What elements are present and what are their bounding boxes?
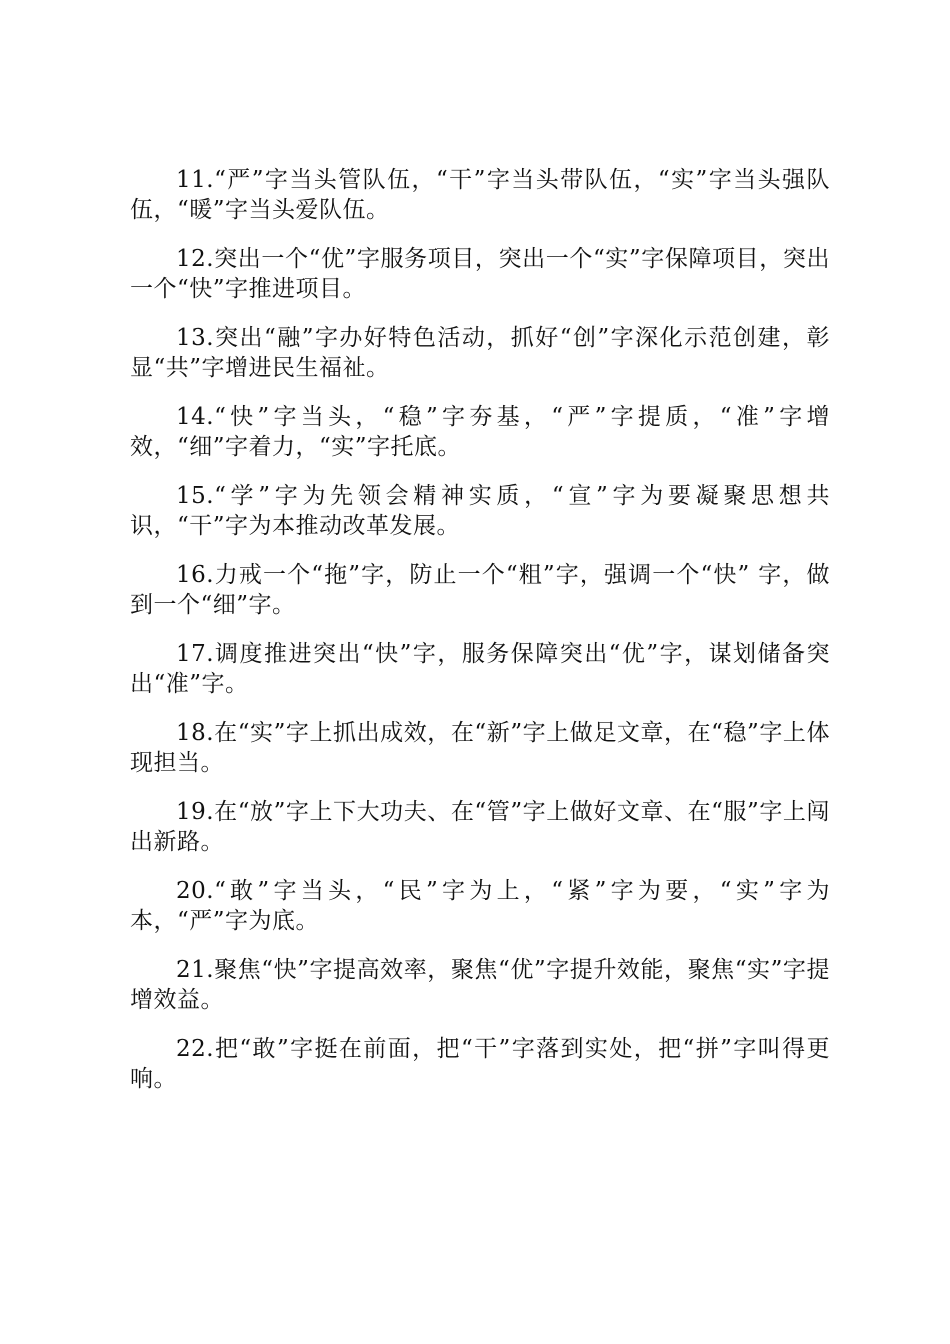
list-item: 16.力戒一个“拖”字，防止一个“粗”字，强调一个“快” 字，做到一个“细”字。: [130, 562, 830, 618]
list-item: 11.“严”字当头管队伍，“干”字当头带队伍，“实”字当头强队伍，“暖”字当头爱队伍。: [130, 167, 830, 223]
list-item: 12.突出一个“优”字服务项目，突出一个“实”字保障项目，突出一个“快”字推进项目。: [130, 246, 830, 302]
document-body: [130, 165, 830, 1113]
list-item: 17.调度推进突出“快”字，服务保障突出“优”字，谋划储备突出“准”字。: [130, 641, 830, 697]
list-item: 22.把“敢”字挺在前面，把“干”字落到实处，把“拼”字叫得更响。: [130, 1036, 830, 1092]
list-item: 21.聚焦“快”字提高效率，聚焦“优”字提升效能，聚焦“实”字提增效益。: [130, 957, 830, 1013]
list-item: 20.“敢”字当头，“民”字为上，“紧”字为要，“实”字为本，“严”字为底。: [130, 878, 830, 934]
list-item: 15.“学”字为先领会精神实质，“宣”字为要凝聚思想共识，“干”字为本推动改革发展。: [130, 483, 830, 539]
list-item: 14.“快”字当头，“稳”字夯基，“严”字提质，“准”字增效，“细”字着力，“实”字托底。: [130, 404, 830, 460]
list-item: 13.突出“融”字办好特色活动，抓好“创”字深化示范创建，彰显“共”字增进民生福祉。: [130, 325, 830, 381]
list-item: 19.在“放”字上下大功夫、在“管”字上做好文章、在“服”字上闯出新路。: [130, 799, 830, 855]
list-item: 18.在“实”字上抓出成效，在“新”字上做足文章，在“稳”字上体现担当。: [130, 720, 830, 776]
